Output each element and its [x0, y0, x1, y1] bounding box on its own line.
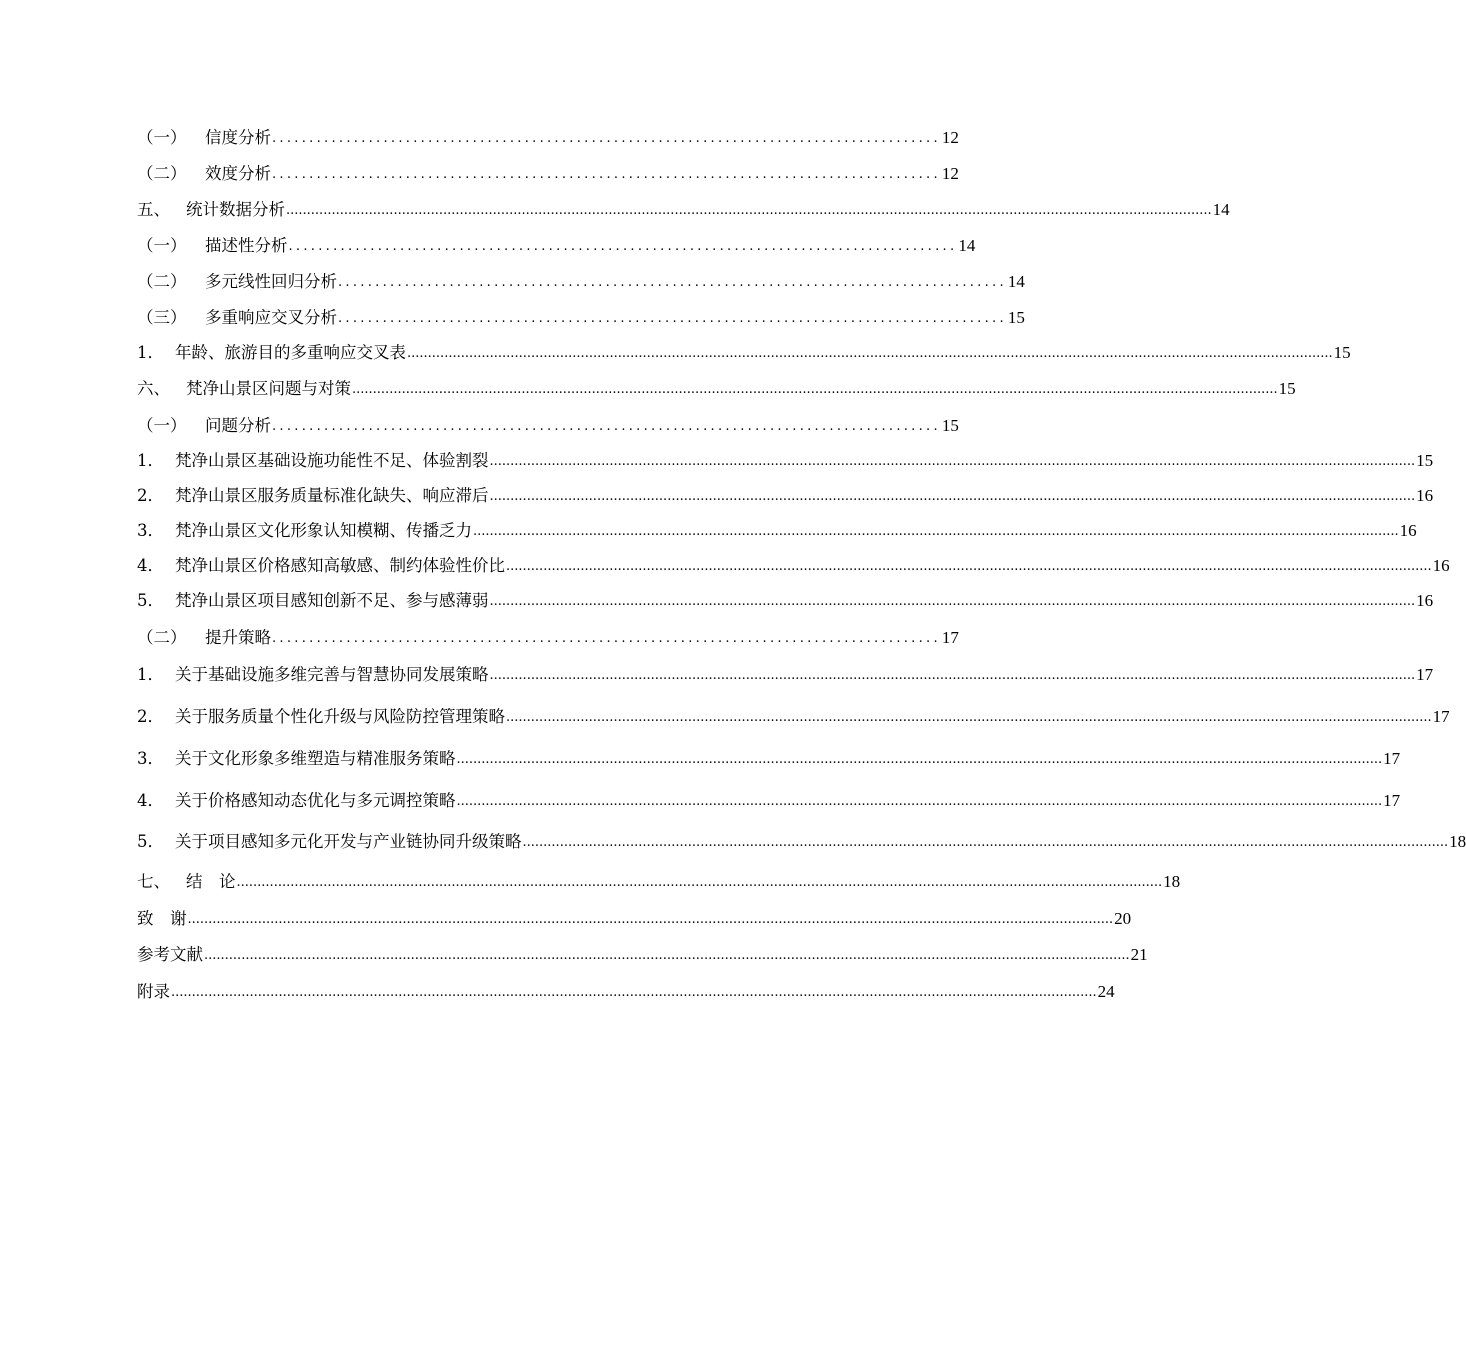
toc-entry-page: 20	[1114, 909, 1132, 928]
toc-entry[interactable]	[137, 704, 1450, 728]
toc-entry-number: （一）	[137, 128, 187, 147]
toc-dot-leader: ..........................................................................................	[272, 631, 941, 646]
toc-dot-leader: ..........................................................................................	[338, 311, 1007, 326]
toc-dot-leader: ................................................................................................................................................................................................................................	[352, 382, 1278, 397]
toc-entry-title: 信度分析	[205, 128, 271, 147]
toc-entry[interactable]	[137, 197, 1230, 221]
toc-entry-page: 17	[941, 628, 959, 647]
toc-dot-leader: ..........................................................................................	[272, 131, 941, 146]
toc-entry-title: 梵净山景区问题与对策	[186, 379, 351, 398]
toc-entry-page: 12	[941, 128, 959, 147]
toc-entry[interactable]	[137, 518, 1417, 542]
toc-entry-number: 1．	[137, 343, 164, 362]
toc-entry-title: 多元线性回归分析	[205, 272, 337, 291]
toc-entry-number: 3．	[137, 749, 164, 768]
toc-entry-page: 17	[1383, 749, 1401, 768]
toc-entry-number: 5．	[137, 832, 164, 851]
toc-entry[interactable]	[137, 662, 1434, 686]
toc-entry-title-main: 服务质量个性化升级与风险防控管理策略	[208, 707, 505, 726]
toc-entry[interactable]	[137, 413, 959, 437]
toc-entry[interactable]	[137, 483, 1434, 507]
toc-entry-title: 提升策略	[205, 628, 271, 647]
toc-entry-page: 17	[1383, 791, 1401, 810]
toc-entry[interactable]	[137, 161, 959, 185]
toc-entry-title	[175, 790, 456, 812]
toc-entry-page: 24	[1097, 982, 1115, 1001]
toc-dot-leader: ................................................................................................................................................................................................................................	[522, 835, 1449, 850]
toc-entry[interactable]	[137, 233, 976, 257]
toc-dot-leader: ..........................................................................................	[272, 167, 941, 182]
toc-dot-leader: ................................................................................................................................................................................................................................	[489, 594, 1416, 609]
toc-entry[interactable]	[137, 942, 1148, 966]
toc-entry-title	[175, 664, 489, 686]
toc-entry-number: （一）	[137, 236, 187, 255]
toc-entry-title: 参考文献	[137, 945, 203, 964]
toc-entry-title-main: 基础设施多维完善与智慧协同发展策略	[208, 665, 489, 684]
toc-entry-title-main: 价格感知动态优化与多元调控策略	[208, 791, 456, 810]
toc-entry-page: 14	[958, 236, 976, 255]
toc-entry-page: 14	[1007, 272, 1025, 291]
toc-entry-title: 梵净山景区项目感知创新不足、参与感薄弱	[175, 591, 489, 610]
toc-dot-leader: ................................................................................................................................................................................................................................	[506, 710, 1432, 725]
toc-entry[interactable]	[137, 448, 1434, 472]
toc-entry-page: 15	[941, 416, 959, 435]
toc-entry-title: 附录	[137, 982, 170, 1001]
toc-entry-title	[175, 831, 522, 853]
toc-entry-page: 15	[1007, 308, 1025, 327]
toc-entry-title-main: 多元化开发与产业链协同升级策略	[274, 832, 522, 851]
toc-dot-leader: ................................................................................................................................................................................................................................	[236, 875, 1163, 890]
toc-entry-number: 六、	[137, 379, 170, 398]
toc-entry[interactable]	[137, 788, 1401, 812]
toc-entry-page: 18	[1449, 832, 1466, 851]
toc-entry[interactable]	[137, 906, 1132, 930]
toc-entry-page: 16	[1416, 486, 1434, 505]
toc-dot-leader: ................................................................................................................................................................................................................................	[187, 912, 1114, 927]
toc-dot-leader: ................................................................................................................................................................................................................................	[506, 559, 1432, 574]
toc-entry-number: （一）	[137, 416, 187, 435]
toc-dot-leader: ..........................................................................................	[288, 239, 958, 254]
toc-dot-leader: ................................................................................................................................................................................................................................	[286, 203, 1212, 218]
toc-entry-title: 结 论	[186, 872, 236, 891]
toc-entry-title: 统计数据分析	[186, 200, 285, 219]
toc-entry-title: 梵净山景区文化形象认知模糊、传播乏力	[175, 521, 472, 540]
toc-dot-leader: ................................................................................................................................................................................................................................	[171, 985, 1097, 1000]
toc-dot-leader: ................................................................................................................................................................................................................................	[489, 454, 1416, 469]
toc-entry-page: 12	[941, 164, 959, 183]
toc-dot-leader: ................................................................................................................................................................................................................................	[456, 794, 1383, 809]
toc-entry-page: 16	[1399, 521, 1417, 540]
toc-entry-title: 梵净山景区价格感知高敏感、制约体验性价比	[175, 556, 505, 575]
toc-entry-number: 1．	[137, 451, 164, 470]
toc-entry-title: 效度分析	[205, 164, 271, 183]
toc-entry[interactable]	[137, 625, 959, 649]
toc-entry-title: 梵净山景区基础设施功能性不足、体验割裂	[175, 451, 489, 470]
toc-entry-title	[175, 706, 505, 728]
toc-dot-leader: ..........................................................................................	[338, 275, 1007, 290]
toc-entry-number: 五、	[137, 200, 170, 219]
toc-entry-title-prefix: 关于	[175, 749, 208, 768]
toc-entry-number: （二）	[137, 628, 187, 647]
toc-entry-page: 18	[1163, 872, 1181, 891]
toc-entry-page: 21	[1130, 945, 1148, 964]
toc-entry-number: 4．	[137, 791, 164, 810]
toc-entry-title: 多重响应交叉分析	[205, 308, 337, 327]
toc-entry-number: （二）	[137, 164, 187, 183]
toc-entry-title: 梵净山景区服务质量标准化缺失、响应滞后	[175, 486, 489, 505]
toc-entry-page: 14	[1212, 200, 1230, 219]
toc-entry-page: 15	[1416, 451, 1434, 470]
toc-entry-title: 描述性分析	[205, 236, 288, 255]
toc-entry-page: 16	[1432, 556, 1450, 575]
toc-entry[interactable]	[137, 305, 1025, 329]
toc-entry-page: 15	[1333, 343, 1351, 362]
toc-entry-title: 问题分析	[205, 416, 271, 435]
toc-entry[interactable]	[137, 829, 1466, 853]
toc-dot-leader: ................................................................................................................................................................................................................................	[489, 489, 1416, 504]
toc-entry-title: 致 谢	[137, 909, 187, 928]
toc-entry-page: 15	[1278, 379, 1296, 398]
toc-entry-number: 1．	[137, 665, 164, 684]
toc-entry-title-prefix: 关于	[175, 791, 208, 810]
toc-entry[interactable]	[137, 553, 1450, 577]
toc-entry-title-prefix: 关于	[175, 665, 208, 684]
toc-entry-title-main: 文化形象多维塑造与精准服务策略	[208, 749, 456, 768]
toc-dot-leader: ................................................................................................................................................................................................................................	[473, 524, 1399, 539]
toc-entry-number: （三）	[137, 308, 187, 327]
toc-entry[interactable]	[137, 588, 1434, 612]
toc-entry-page: 17	[1432, 707, 1450, 726]
toc-entry-number: （二）	[137, 272, 187, 291]
toc-entry-number: 2．	[137, 707, 164, 726]
toc-dot-leader: ..........................................................................................	[272, 419, 941, 434]
toc-entry[interactable]	[137, 125, 959, 149]
toc-entry[interactable]	[137, 979, 1115, 1003]
toc-dot-leader: ................................................................................................................................................................................................................................	[456, 752, 1383, 767]
toc-entry-number: 3．	[137, 521, 164, 540]
toc-entry[interactable]	[137, 746, 1401, 770]
toc-dot-leader: ................................................................................................................................................................................................................................	[489, 668, 1416, 683]
toc-entry-number: 2．	[137, 486, 164, 505]
toc-entry-title	[175, 748, 456, 770]
toc-entry-number: 4．	[137, 556, 164, 575]
toc-dot-leader: ................................................................................................................................................................................................................................	[204, 948, 1130, 963]
toc-entry-title-prefix: 关于项目感知	[175, 832, 274, 851]
toc-entry[interactable]	[137, 376, 1296, 400]
toc-entry-page: 16	[1416, 591, 1434, 610]
toc-dot-leader: ................................................................................................................................................................................................................................	[407, 346, 1333, 361]
toc-entry-page: 17	[1416, 665, 1434, 684]
toc-entry-title: 年龄、旅游目的多重响应交叉表	[175, 343, 406, 362]
toc-entry[interactable]	[137, 269, 1025, 293]
toc-entry[interactable]	[137, 340, 1351, 364]
toc-entry-title-prefix: 关于	[175, 707, 208, 726]
toc-entry-number: 七、	[137, 872, 170, 891]
toc-entry-number: 5．	[137, 591, 164, 610]
toc-entry[interactable]	[137, 869, 1181, 893]
